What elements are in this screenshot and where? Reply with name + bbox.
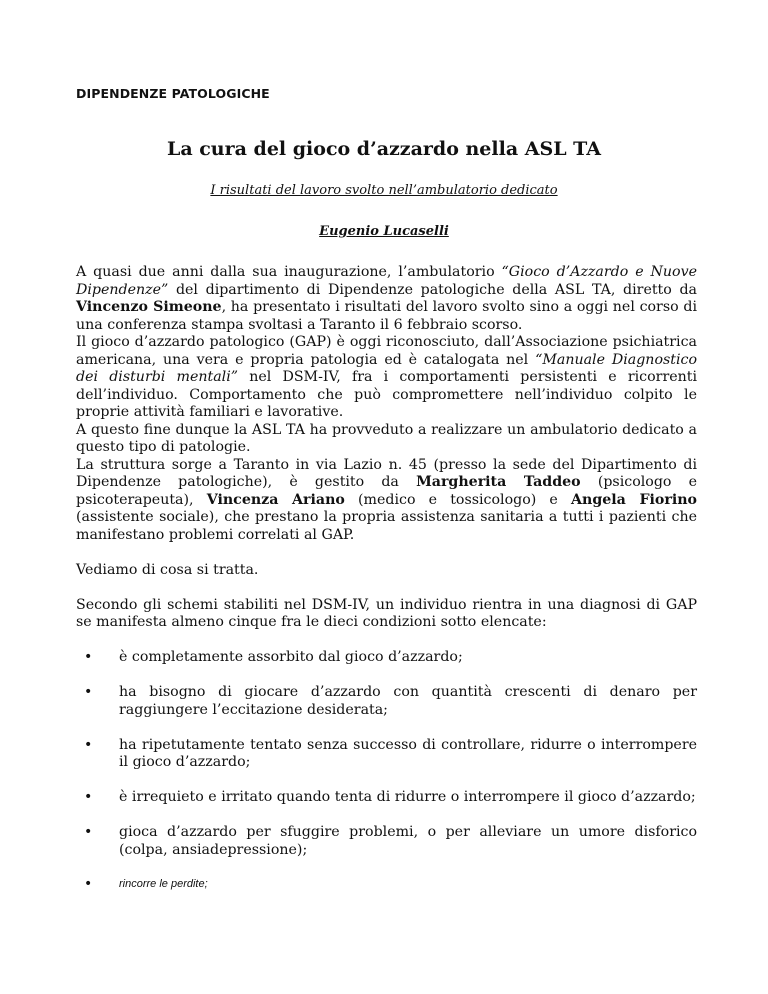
- list-item: • ha ripetutamente tentato senza successo di controllare, ridurre o interrompere il gioco d’azzardo;: [76, 737, 697, 772]
- clinic-name: “Gioco d’Azzardo e Nuove Dipendenze”: [76, 264, 698, 298]
- staff-name-ariano: Vincenza Ariano: [206, 491, 345, 508]
- paragraph-structure: La struttura sorge a Taranto in via Lazio n. 45 (presso la sede del Dipartimento di Dipendenze patologiche), è gestito da Margherita Taddeo (psicologo e psicoterapeuta), Vincenza Ariano (medico e tossicologo) e Angela Fiorino (assistente sociale), che prestano la propria assistenza sanitaria a tutti i pazienti che manifestano problemi correlati al GAP.: [76, 456, 698, 543]
- list-item: • è irrequieto e irritato quando tenta di ridurre o interrompere il gioco d’azzardo;: [76, 789, 697, 807]
- list-item: • rincorre le perdite;: [76, 877, 697, 892]
- article-author: Eugenio Lucaselli: [319, 224, 449, 239]
- paragraph-gap-definition: Il gioco d’azzardo patologico (GAP) è oggi riconosciuto, dall’Associazione psichiatrica americana, una vera e propria patologia ed è catalogata nel “Manuale Diagnostico dei disturbi mentali” nel DSM-IV, fra i comportamenti persistenti e ricorrenti dell’individuo. Comportamento che può compromettere nell’individuo colpito le proprie attività familiari e lavorative.: [76, 334, 698, 420]
- list-item: • gioca d’azzardo per sfuggire problemi, o per alleviare un umore disforico (colpa, ansiadepressione);: [76, 824, 697, 859]
- staff-name-fiorino: Angela Fiorino: [571, 491, 698, 508]
- article-subtitle: I risultati del lavoro svolto nell’ambulatorio dedicato: [210, 183, 558, 198]
- paragraph-criteria-intro: Secondo gli schemi stabiliti nel DSM-IV, un individuo rientra in una diagnosi di GAP se manifesta almeno cinque fra le dieci condizioni sotto elencate:: [76, 596, 697, 630]
- paragraph-purpose: A questo fine dunque la ASL TA ha provveduto a realizzare un ambulatorio dedicato a questo tipo di patologie.: [76, 421, 697, 455]
- director-name: Vincenzo Simeone: [76, 299, 222, 315]
- paragraph-intro: A quasi due anni dalla sua inaugurazione, l’ambulatorio “Gioco d’Azzardo e Nuove Dipendenze” del dipartimento di Dipendenze patologiche della ASL TA, diretto da Vincenzo Simeone, ha presentato i risultati del lavoro svolto sino a oggi nel corso di una conferenza stampa svoltasi a Taranto il 6 febbraio scorso.: [76, 264, 698, 333]
- article-title: La cura del gioco d’azzardo nella ASL TA: [166, 138, 602, 160]
- manual-name: “Manuale Diagnostico dei disturbi mentali”: [76, 351, 697, 385]
- criteria-list: [76, 649, 697, 892]
- list-item: • ha bisogno di giocare d’azzardo con quantità crescenti di denaro per raggiungere l’eccitazione desiderata;: [76, 684, 697, 719]
- staff-name-taddeo: Margherita Taddeo: [416, 474, 581, 490]
- article-body: [76, 264, 697, 909]
- list-item: • è completamente assorbito dal gioco d’azzardo;: [76, 649, 697, 667]
- paragraph-lead: Vediamo di cosa si tratta.: [76, 561, 259, 578]
- section-label: DIPENDENZE PATOLOGICHE: [76, 86, 270, 101]
